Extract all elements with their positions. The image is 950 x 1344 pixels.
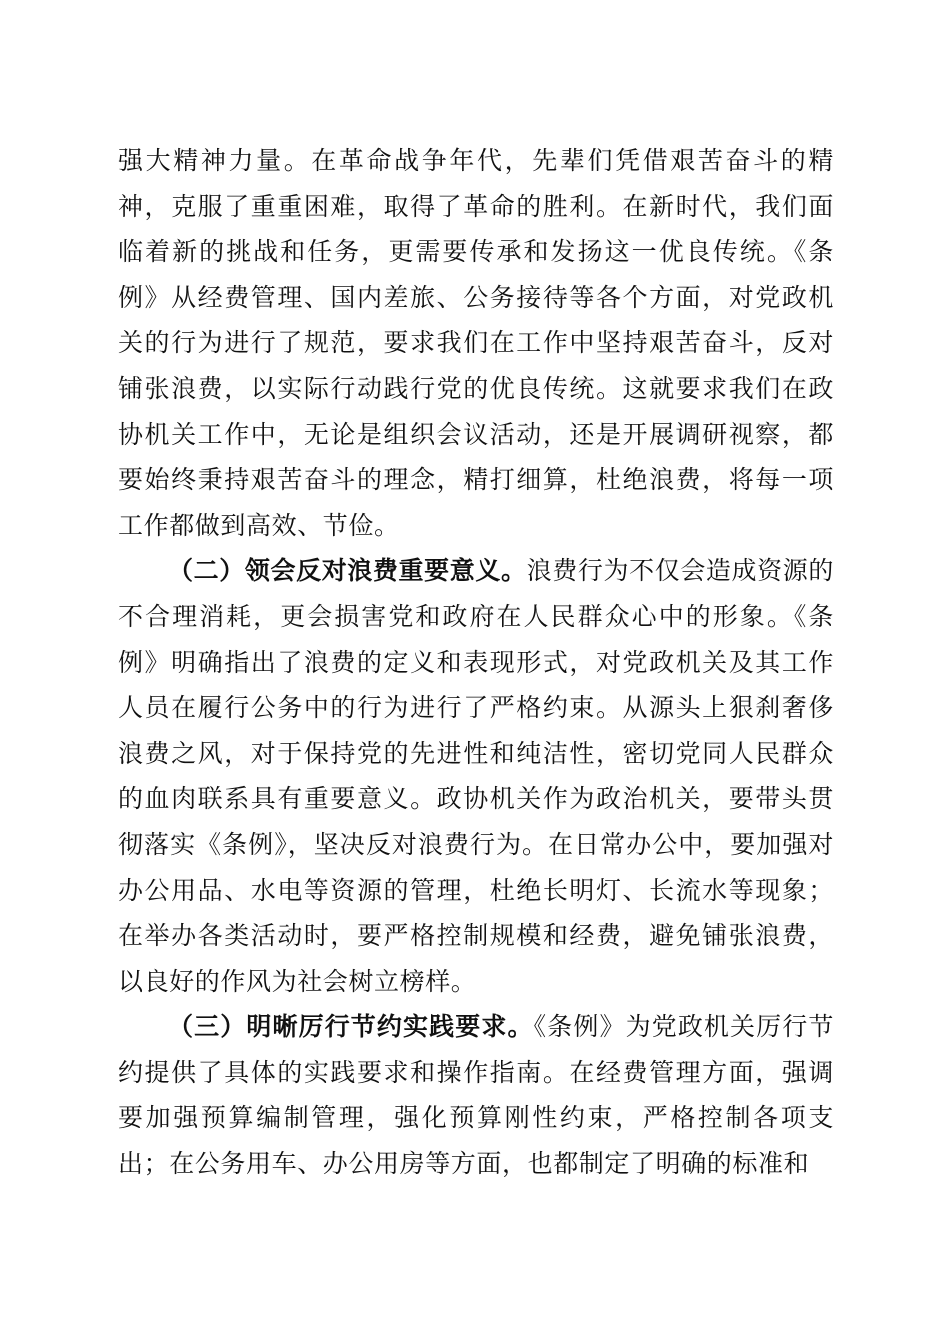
paragraph-continuation bbox=[118, 138, 834, 548]
document-body bbox=[118, 138, 834, 1187]
paragraph-text: 浪费行为不仅会造成资源的不合理消耗，更会损害党和政府在人民群众心中的形象。《条例》明确指出了浪费的定义和表现形式，对党政机关及其工作人员在履行公务中的行为进行了严格约束。从源头上狠刹奢侈浪费之风，对于保持党的先进性和纯洁性，密切党同人民群众的血肉联系具有重要意义。政协机关作为政治机关，要带头贯彻落实《条例》，坚决反对浪费行为。在日常办公中，要加强对办公用品、水电等资源的管理，杜绝长明灯、长流水等现象；在举办各类活动时，要严格控制规模和经费，避免铺张浪费，以良好的作风为社会树立榜样。 bbox=[118, 556, 834, 996]
section-heading-3: （三）明晰厉行节约实践要求。 bbox=[168, 1012, 534, 1042]
section-heading-2: （二）领会反对浪费重要意义。 bbox=[168, 556, 527, 586]
paragraph-text: 《条例》为党政机关厉行节约提供了具体的实践要求和操作指南。在经费管理方面，强调要加强预算编制管理，强化预算刚性约束，严格控制各项支出；在公务用车、办公用房等方面，也都制定了明确的标准和 bbox=[118, 1012, 834, 1179]
paragraph-section-3 bbox=[118, 1004, 834, 1186]
paragraph-text: 强大精神力量。在革命战争年代，先辈们凭借艰苦奋斗的精神，克服了重重困难，取得了革命的胜利。在新时代，我们面临着新的挑战和任务，更需要传承和发扬这一优良传统。《条例》从经费管理、国内差旅、公务接待等各个方面，对党政机关的行为进行了规范，要求我们在工作中坚持艰苦奋斗，反对铺张浪费，以实际行动践行党的优良传统。这就要求我们在政协机关工作中，无论是组织会议活动，还是开展调研视察，都要始终秉持艰苦奋斗的理念，精打细算，杜绝浪费，将每一项工作都做到高效、节俭。 bbox=[118, 146, 834, 540]
paragraph-section-2 bbox=[118, 548, 834, 1004]
